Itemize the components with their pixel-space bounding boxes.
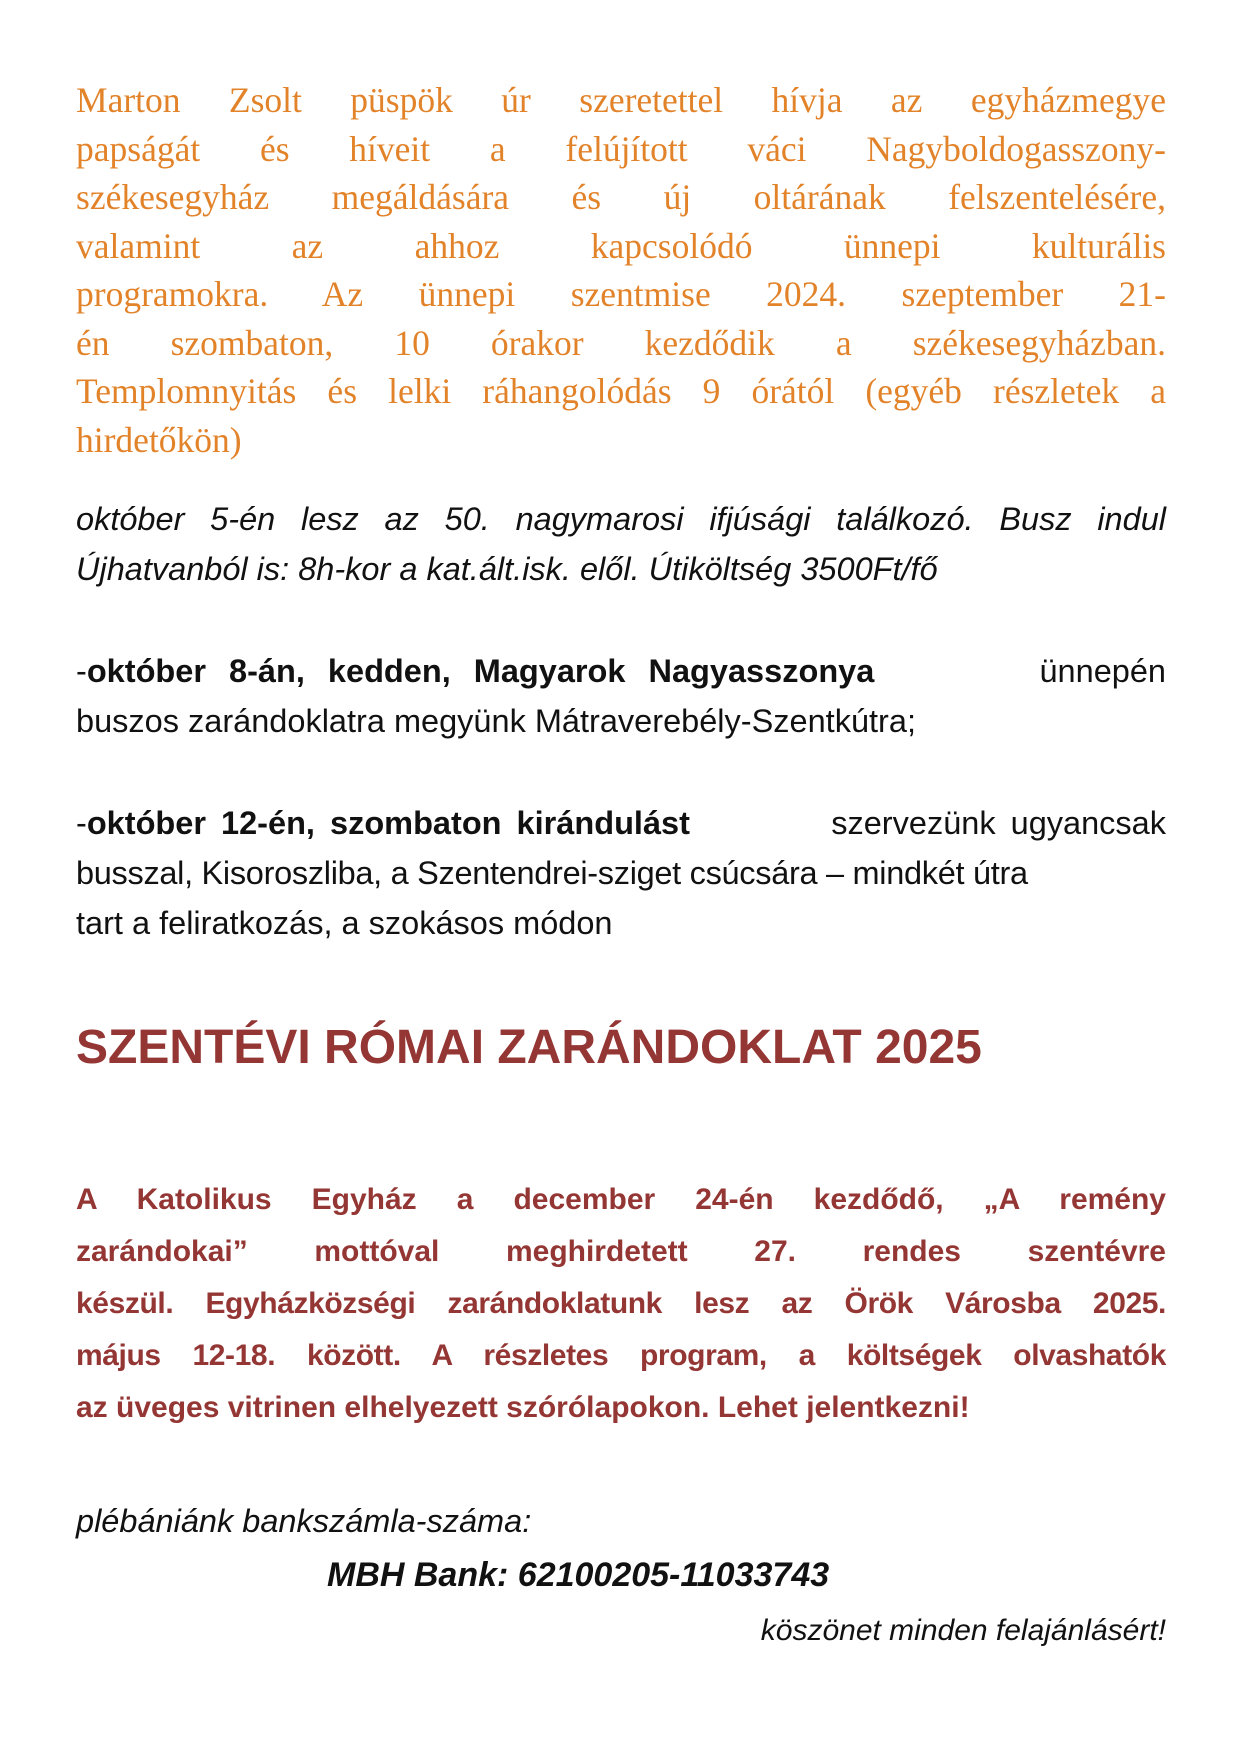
- oct12-line-2: busszal, Kisoroszliba, a Szentendrei-sziget csúcsára – mindkét útra: [76, 855, 1028, 891]
- invitation-line: papságát és híveit a felújított váci Nagyboldogasszony-: [76, 128, 1166, 169]
- oct12-rest-text: szervezünk ugyancsak: [831, 805, 1166, 841]
- invitation-line: Marton Zsolt püspök úr szeretettel hívja az egyházmegye: [76, 80, 1166, 120]
- youth-meeting-notice: [76, 494, 1166, 594]
- invitation-line: én szombaton, 10 órakor kezdődik a székesegyházban.: [76, 322, 1166, 363]
- bank-account-number: MBH Bank: 62100205-11033743: [327, 1556, 830, 1594]
- oct8-bold-text: október 8-án, kedden, Magyarok Nagyasszonya: [86, 653, 875, 689]
- oct8-dash: -: [76, 653, 87, 689]
- rome-pilgrimage-title: SZENTÉVI RÓMAI ZARÁNDOKLAT 2025: [76, 1021, 982, 1074]
- rome-line: május 12-18. között. A részletes program, a költségek olvashatók: [76, 1339, 1166, 1372]
- oct12-dash: -: [76, 805, 87, 841]
- excursion-oct12-notice: [76, 798, 1166, 948]
- rome-line: az üveges vitrinen elhelyezett szórólapokon. Lehet jelentkezni!: [76, 1391, 970, 1424]
- oct8-line-1: [76, 646, 1166, 696]
- rome-line: készül. Egyházközségi zarándoklatunk lesz az Örök Városba 2025.: [76, 1287, 1166, 1320]
- rome-line: A Katolikus Egyház a december 24-én kezdődő, „A remény: [76, 1183, 1166, 1216]
- invitation-line: programokra. Az ünnepi szentmise 2024. szeptember 21-: [76, 274, 1166, 314]
- thanks-note: köszönet minden felajánlásért!: [760, 1614, 1166, 1647]
- invitation-line: hirdetőkön): [76, 419, 242, 460]
- pilgrimage-oct8-notice: [76, 646, 1166, 746]
- rome-pilgrimage-paragraph: [76, 1174, 1166, 1434]
- bank-account-label: plébániánk bankszámla-száma:: [76, 1503, 532, 1539]
- oct12-bold-text: október 12-én, szombaton kirándulást: [86, 805, 690, 841]
- oct8-rest-text: ünnepén: [1039, 653, 1166, 689]
- oct12-line-3: tart a feliratkozás, a szokásos módon: [76, 905, 613, 941]
- invitation-paragraph: [76, 76, 1166, 464]
- invitation-line: székesegyház megáldására és új oltárának felszentelésére,: [76, 177, 1166, 217]
- youth-line-2: Újhatvanból is: 8h-kor a kat.ált.isk. elől. Útiköltség 3500Ft/fő: [76, 551, 938, 587]
- youth-line-1: október 5-én lesz az 50. nagymarosi ifjúsági találkozó. Busz indul: [76, 501, 1166, 537]
- invitation-line: valamint az ahhoz kapcsolódó ünnepi kulturális: [76, 225, 1166, 266]
- oct8-line-2: buszos zarándoklatra megyünk Mátraverebély-Szentkútra;: [76, 703, 916, 739]
- rome-line: zarándokai” mottóval meghirdetett 27. rendes szentévre: [76, 1235, 1166, 1268]
- oct12-line-1: [76, 798, 1166, 848]
- invitation-line: Templomnyitás és lelki ráhangolódás 9 órától (egyéb részletek a: [76, 371, 1166, 411]
